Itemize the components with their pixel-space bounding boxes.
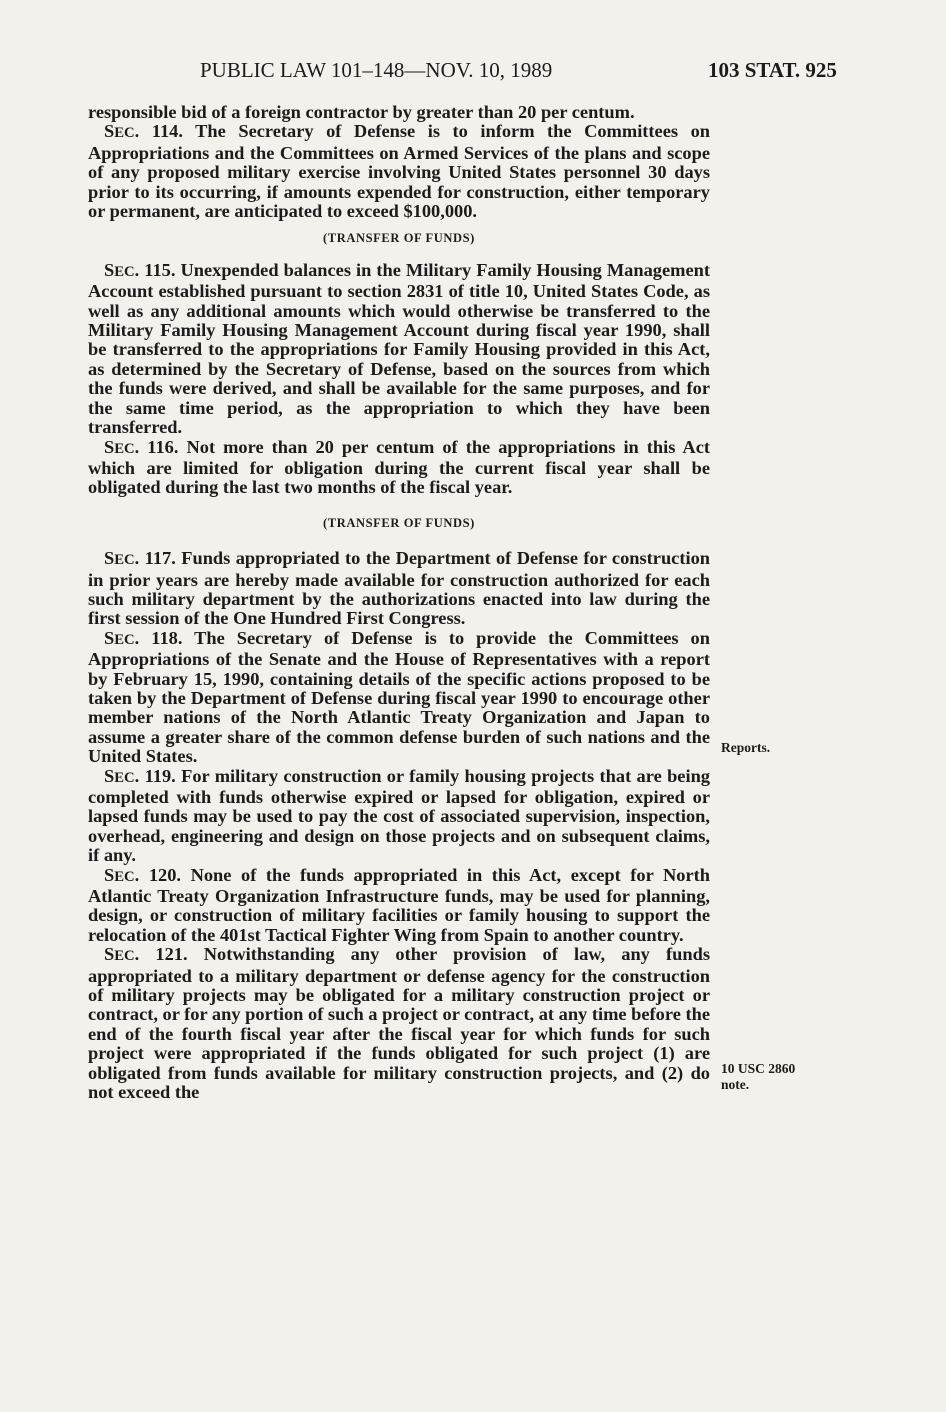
section-120-text: None of the funds appropriated in this Act, except for North Atlantic Treaty Organization Infrastructure funds, may be used for planning, design, or construction of military facilities or family housing to support the relocation of the 401st Tactical Fighter Wing from Spain to another country. — [88, 864, 710, 945]
section-121-text: Notwithstanding any other provision of law, any funds appropriated to a military department or defense agency for the construction of military projects may be obligated for a military construction project or contract, or for any portion of such a project or contract, at any time before the end of the fourth fiscal year after the fiscal year for which funds for such project were appropriated if the funds obligated for such project (1) are obligated from funds available for military construction projects, and (2) do not exceed the — [88, 944, 710, 1103]
section-117-text: Funds appropriated to the Department of Defense for construction in prior years are hereby made available for construction authorized for each such military department by the authorizations enacted into law during the first session of the One Hundred First Congress. — [88, 548, 710, 629]
section-116-text: Not more than 20 per centum of the appropriations in this Act which are limited for obligation during the current fiscal year shall be obligated during the last two months of the fiscal year. — [88, 436, 710, 498]
margin-note-usc-line2: note. — [721, 1077, 750, 1092]
section-117 — [88, 549, 710, 629]
section-118 — [88, 629, 710, 767]
page-header — [0, 58, 946, 88]
section-115 — [88, 261, 710, 438]
section-116 — [88, 438, 710, 498]
body-text — [88, 103, 710, 1103]
stat-page-number: 103 STAT. 925 — [708, 58, 837, 82]
section-117-label: SEC. 117. — [104, 548, 176, 569]
section-115-text: Unexpended balances in the Military Family Housing Management Account established pursuant to section 2831 of title 10, United States Code, as well as any additional amounts which would otherwise be transferred to the Military Family Housing Management Account during fiscal year 1990, shall be transferred to the appropriations for Family Housing provided in this Act, as determined by the Secretary of Defense, based on the sources from which the funds were derived, and shall be available for the same purposes, and for the same time period, as the appropriation to which they have been transferred. — [88, 259, 710, 438]
transfer-of-funds-heading-1: (TRANSFER OF FUNDS) — [323, 231, 475, 246]
section-121-label: SEC. 121. — [104, 944, 188, 965]
continuation-paragraph: responsible bid of a foreign contractor by greater than 20 per centum. — [88, 102, 635, 122]
margin-note-usc — [721, 1061, 795, 1093]
section-118-text: The Secretary of Defense is to provide the Committees on Appropriations of the Senate and the House of Representatives with a report by February 15, 1990, containing details of the specific actions proposed to be taken by the Department of Defense during fiscal year 1990 to encourage other member nations of the North Atlantic Treaty Organization and Japan to assume a greater share of the common defense burden of such nations and the United States. — [88, 627, 710, 767]
section-120-label: SEC. 120. — [104, 864, 182, 885]
transfer-of-funds-heading-2: (TRANSFER OF FUNDS) — [323, 515, 475, 530]
margin-note-reports: Reports. — [721, 740, 771, 755]
section-116-label: SEC. 116. — [104, 436, 179, 457]
section-118-label: SEC. 118. — [104, 627, 183, 648]
section-121 — [88, 945, 710, 1102]
section-119 — [88, 767, 710, 866]
section-114-label: SEC. 114. — [104, 121, 183, 142]
section-115-label: SEC. 115. — [104, 259, 176, 280]
section-119-text: For military construction or family housing projects that are being completed with funds otherwise expired or lapsed for obligation, expired or lapsed funds may be used to pay the cost of associated supervision, inspection, overhead, engineering and design on those projects and on subsequent claims, if any. — [88, 765, 710, 866]
section-120 — [88, 866, 710, 946]
margin-note-usc-line1: 10 USC 2860 — [721, 1061, 796, 1076]
section-114-text: The Secretary of Defense is to inform the Committees on Appropriations and the Committees on Armed Services of the plans and scope of any proposed military exercise involving United States personnel 30 days prior to its occurring, if amounts expended for construction, either temporary or permanent, are anticipated to exceed $100,000. — [88, 121, 710, 222]
section-114 — [88, 122, 710, 221]
page-title: PUBLIC LAW 101–148—NOV. 10, 1989 — [200, 58, 553, 82]
section-119-label: SEC. 119. — [104, 765, 176, 786]
